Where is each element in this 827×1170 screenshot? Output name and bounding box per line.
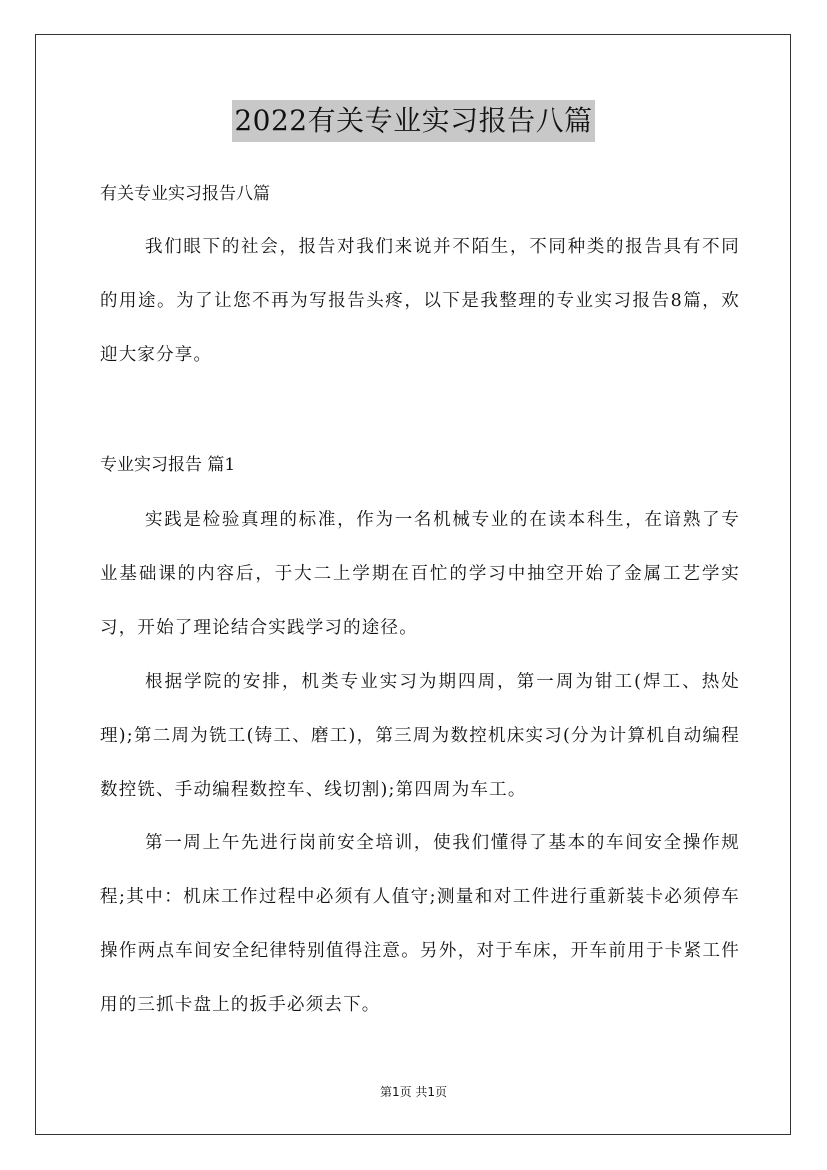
intro-paragraph: 我们眼下的社会，报告对我们来说并不陌生，不同种类的报告具有不同的用途。为了让您不再为写报告头疼，以下是我整理的专业实习报告8篇，欢迎大家分享。 [100, 237, 740, 365]
page-number: 第1页 共1页 [379, 1085, 448, 1099]
document-title [0, 100, 827, 142]
document-title-text: 2022有关专业实习报告八篇 [232, 100, 594, 142]
section-heading: 专业实习报告 篇1 [100, 455, 236, 475]
page-footer [0, 1084, 827, 1100]
document-subtitle: 有关专业实习报告八篇 [100, 184, 270, 204]
body-paragraph-3: 第一周上午先进行岗前安全培训，使我们懂得了基本的车间安全操作规程;其中：机床工作过程中必须有人值守;测量和对工件进行重新装卡必须停车操作两点车间安全纪律特别值得注意。另外，对于车床，开车前用于卡紧工件用的三抓卡盘上的扳手必须去下。 [100, 833, 740, 1015]
body-paragraph-2: 根据学院的安排，机类专业实习为期四周，第一周为钳工(焊工、热处理);第二周为铣工(铸工、磨工)，第三周为数控机床实习(分为计算机自动编程数控铣、手动编程数控车、线切割);第四周为车工。 [100, 672, 740, 800]
body-paragraph-1: 实践是检验真理的标准，作为一名机械专业的在读本科生，在谙熟了专业基础课的内容后，于大二上学期在百忙的学习中抽空开始了金属工艺学实习，开始了理论结合实践学习的途径。 [100, 510, 740, 638]
